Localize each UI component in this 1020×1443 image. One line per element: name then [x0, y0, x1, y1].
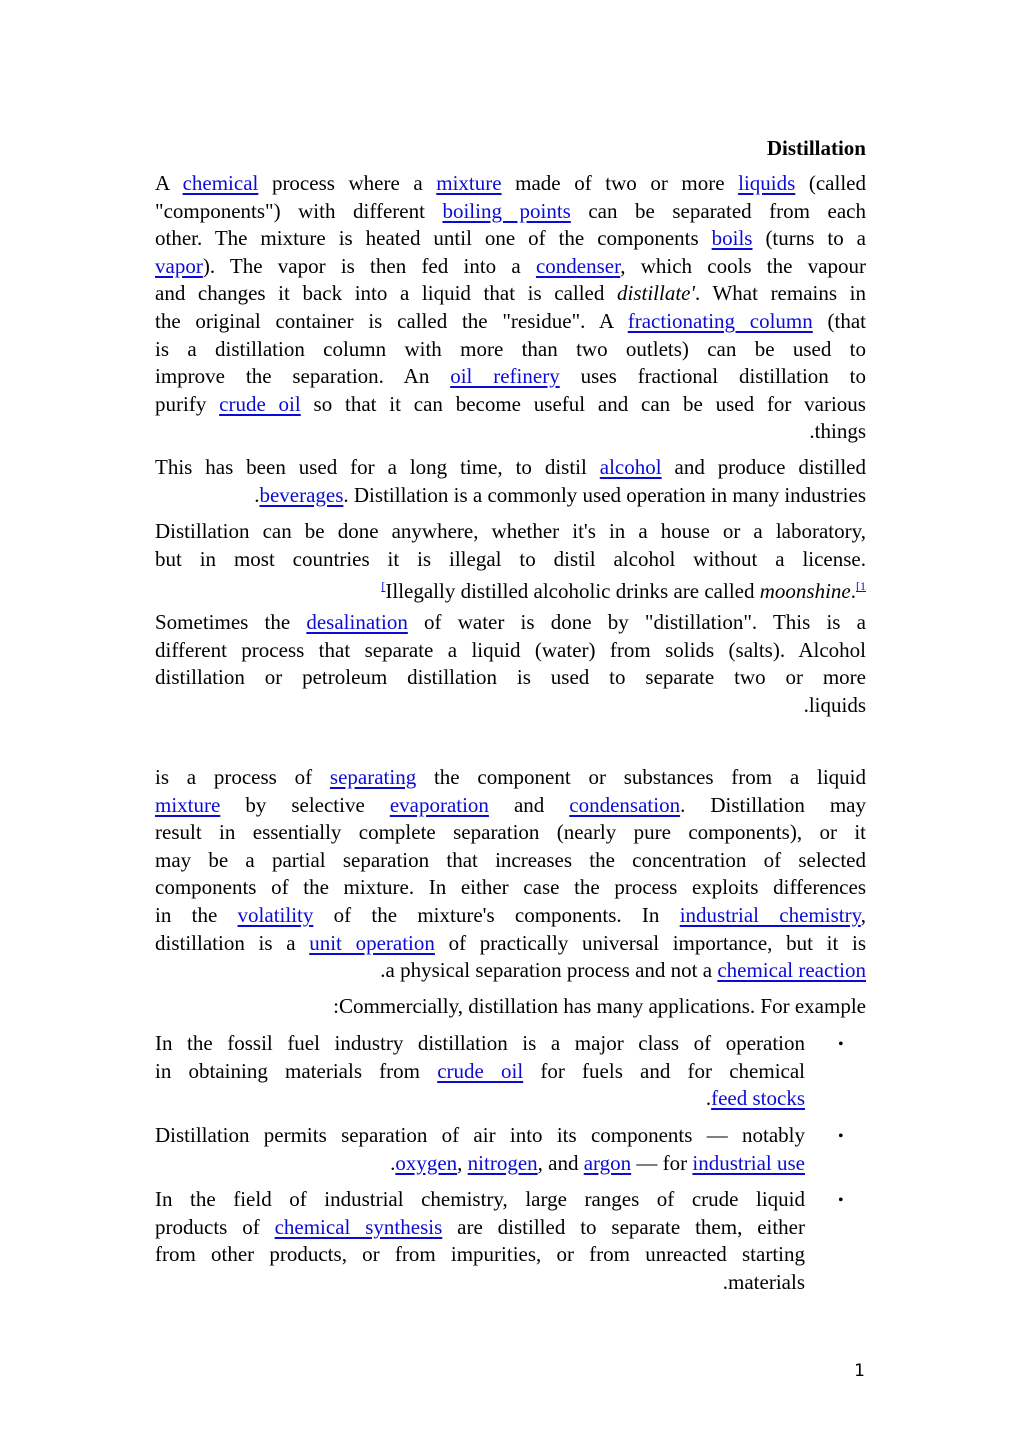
link-unit-operation[interactable]: unit operation — [309, 930, 435, 955]
link-mixture-2[interactable]: mixture — [155, 792, 221, 817]
list-item — [155, 1122, 805, 1177]
link-chemical-reaction[interactable]: chemical reaction — [717, 958, 866, 983]
paragraph-process — [155, 764, 866, 985]
bullet-dot: • — [838, 1036, 844, 1053]
link-crude-oil[interactable]: crude oil — [219, 391, 301, 416]
text-line: components of the mixture. In either case the process exploits differences — [155, 875, 866, 900]
text-line: purify crude oil so that it can become useful and can be used for various — [155, 391, 866, 416]
paragraph-desalination — [155, 609, 866, 719]
text-line: Distillation can be done anywhere, whether it's in a house or a laboratory, — [155, 519, 866, 543]
text-line: .a physical separation process and not a chemical reaction — [380, 958, 866, 983]
list-item — [155, 1186, 805, 1296]
paragraph-applications — [155, 993, 866, 1021]
link-argon[interactable]: argon — [583, 1150, 632, 1175]
text-line: Distillation permits separation of air into its components — notably — [155, 1123, 805, 1147]
paragraph-history — [155, 454, 866, 509]
page-title: Distillation — [766, 136, 866, 160]
text-line: the original container is called the "residue". A fractionating column (that — [155, 308, 867, 333]
paragraph-legality — [155, 518, 866, 604]
link-condensation[interactable]: condensation — [569, 792, 681, 817]
link-fractionating-column[interactable]: fractionating column — [627, 308, 813, 333]
link-volatility[interactable]: volatility — [237, 902, 314, 927]
text-line: In the fossil fuel industry distillation is a major class of operation — [155, 1031, 805, 1055]
text-line: products of chemical synthesis are distilled to separate them, either — [155, 1214, 805, 1239]
link-evaporation[interactable]: evaporation — [389, 792, 489, 817]
text-line: and changes it back into a liquid that is called distillate'. What remains in — [155, 281, 866, 306]
text-line: :Commercially, distillation has many applications. For example — [333, 994, 866, 1018]
link-boils[interactable]: boils — [711, 226, 753, 251]
link-boiling-points[interactable]: boiling points — [442, 198, 571, 223]
list-item — [155, 1030, 805, 1113]
link-feed-stocks[interactable]: feed stocks — [711, 1086, 805, 1111]
text-line: .things — [809, 419, 866, 444]
link-industrial-use[interactable]: industrial use — [692, 1150, 805, 1175]
text-line: A chemical process where a mixture made of two or more liquids (called — [155, 171, 866, 195]
text-line: other. The mixture is heated until one of the components boils (turns to a — [155, 226, 866, 251]
link-oxygen[interactable]: oxygen — [395, 1150, 458, 1175]
text-line: but in most countries it is illegal to distil alcohol without a license. — [155, 546, 866, 571]
link-separating[interactable]: separating — [329, 765, 417, 789]
text-line: Sometimes the desalination of water is done by "distillation". This is a — [155, 610, 866, 634]
link-condenser[interactable]: condenser — [535, 253, 621, 278]
text-line: is a distillation column with more than two outlets) can be used to — [155, 336, 866, 361]
link-vapor[interactable]: vapor — [155, 253, 203, 278]
text-line: This has been used for a long time, to distil alcohol and produce distilled — [155, 455, 866, 479]
text-line: mixture by selective evaporation and condensation. Distillation may — [155, 792, 867, 817]
link-liquids[interactable]: liquids — [738, 171, 796, 195]
text-line: "components") with different boiling points can be separated from each — [155, 198, 866, 223]
text-line: different process that separate a liquid (water) from solids (salts). Alcohol — [155, 637, 866, 662]
text-line: In the field of industrial chemistry, large ranges of crude liquid — [155, 1187, 805, 1211]
reference-link[interactable]: [ — [381, 579, 386, 594]
text-line: .oxygen, nitrogen, and argon — for industrial use — [390, 1150, 805, 1175]
text-line: improve the separation. An oil refinery uses fractional distillation to — [155, 364, 866, 389]
text-line: from other products, or from impurities, or from unreacted starting — [155, 1242, 805, 1267]
text-line: result in essentially complete separation (nearly pure components), or it — [155, 820, 866, 845]
link-desalination[interactable]: desalination — [306, 610, 408, 634]
text-line: .materials — [722, 1269, 805, 1294]
text-line: is a process of separating the component or substances from a liquid — [155, 765, 866, 789]
link-industrial-chemistry[interactable]: industrial chemistry — [679, 902, 861, 927]
link-mixture[interactable]: mixture — [436, 171, 502, 195]
text-line: in the volatility of the mixture's components. In industrial chemistry, — [155, 902, 866, 927]
reference-link[interactable]: [1 — [856, 579, 866, 594]
text-line: may be a partial separation that increases the concentration of selected — [155, 847, 866, 872]
paragraph-intro — [155, 170, 866, 446]
page-number: 1 — [854, 1361, 865, 1381]
link-alcohol[interactable]: alcohol — [599, 455, 662, 479]
text-line: vapor). The vapor is then fed into a condenser, which cools the vapour — [155, 253, 867, 278]
text-line: in obtaining materials from crude oil for fuels and for chemical — [155, 1058, 806, 1083]
link-chemical-synthesis[interactable]: chemical synthesis — [274, 1214, 443, 1239]
text-line: .beverages. Distillation is a commonly used operation in many industries — [254, 482, 866, 507]
link-chemical[interactable]: chemical — [182, 171, 259, 195]
text-line: distillation or petroleum distillation is used to separate two or more — [155, 665, 866, 690]
text-line: .liquids — [803, 692, 866, 717]
bullet-dot: • — [838, 1128, 844, 1145]
bullet-dot: • — [838, 1192, 844, 1209]
text-line: .feed stocks — [705, 1086, 805, 1111]
text-line: [Illegally distilled alcoholic drinks are called moonshine.$^{[1}$ — [381, 579, 866, 604]
link-oil-refinery[interactable]: oil refinery — [450, 364, 560, 389]
link-nitrogen[interactable]: nitrogen — [467, 1150, 538, 1175]
link-crude-oil-2[interactable]: crude oil — [437, 1058, 524, 1083]
link-beverages[interactable]: beverages — [259, 482, 344, 507]
text-line: distillation is a unit operation of practically universal importance, but it is — [155, 930, 866, 955]
